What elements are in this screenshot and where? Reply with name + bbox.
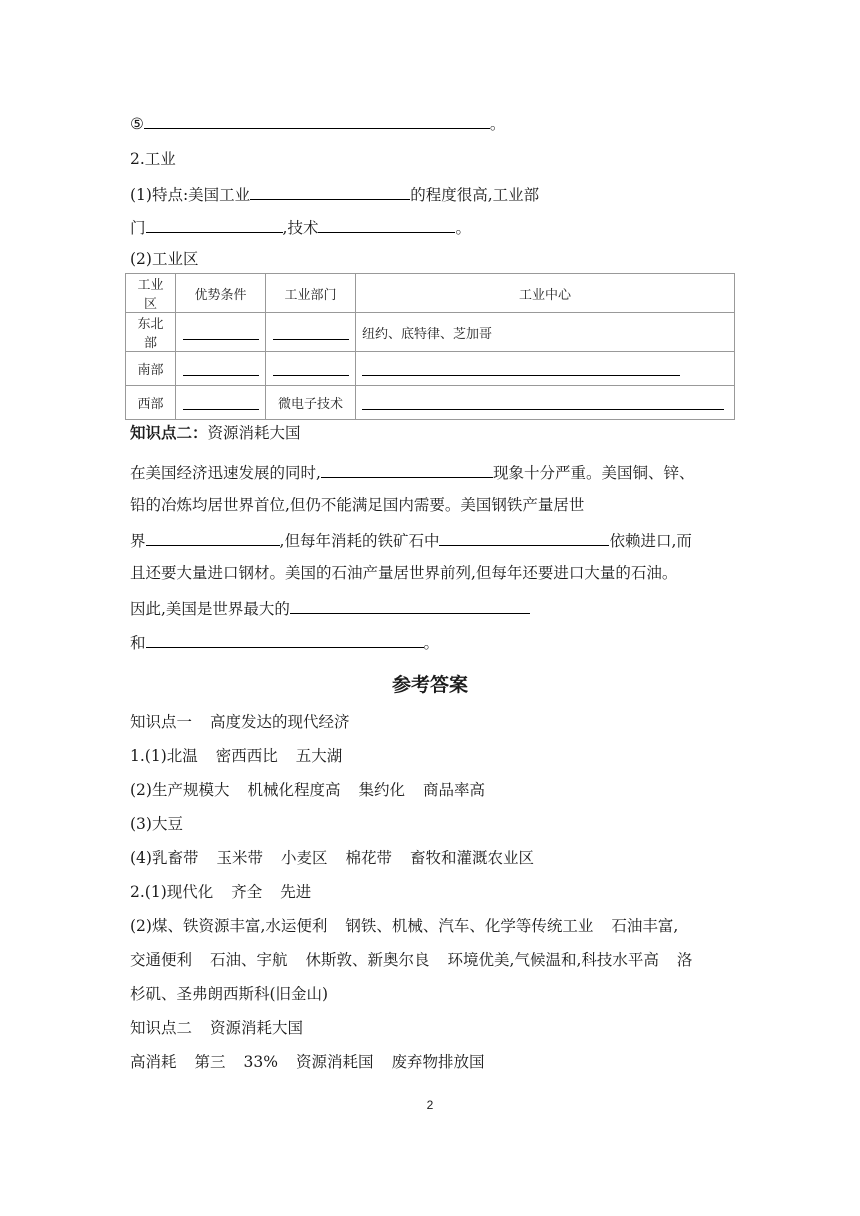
answer-line: [130, 745, 342, 767]
header-cell: 优势条件: [176, 274, 266, 313]
point2-para-line: 且还要大量进口钢材。美国的石油产量居世界前列,但每年还要进口大量的石油。: [130, 564, 678, 582]
point2-heading: [130, 422, 301, 444]
answer-line: [130, 1017, 303, 1039]
text: (1)特点:美国工业: [130, 186, 251, 204]
answer-line: [130, 881, 311, 903]
answer-item: 小麦区: [280, 849, 328, 867]
industry-sector-line: [130, 215, 471, 239]
answer-item: 玉米带: [216, 849, 263, 867]
answer-blank[interactable]: [144, 111, 490, 129]
answer-item: 高消耗: [130, 1053, 177, 1071]
center-cell: [356, 386, 735, 420]
answer-item: 集约化: [358, 781, 405, 799]
text: 和: [130, 634, 146, 652]
text: 在美国经济迅速发展的同时,: [130, 464, 321, 482]
sector-cell: [266, 352, 356, 386]
item-number: ⑤: [130, 115, 144, 133]
answer-item: (2)煤、铁资源丰富,水运便利: [130, 917, 328, 935]
answer-item: (4)乳畜带: [130, 849, 199, 867]
text: ,但每年消耗的铁矿石中: [279, 532, 440, 550]
advantage-cell: [176, 313, 266, 352]
area-cell: 南部: [126, 352, 176, 386]
advantage-cell: [176, 386, 266, 420]
text: 的程度很高,工业部: [410, 186, 540, 204]
answer-line: [130, 983, 328, 1005]
heading-label: 知识点二：: [130, 424, 208, 442]
text: ,技术: [282, 219, 319, 237]
answer-item: 商品率高: [423, 781, 486, 799]
text: 因此,美国是世界最大的: [130, 600, 290, 618]
answer-blank[interactable]: [439, 528, 609, 546]
answer-item: 先进: [280, 883, 312, 901]
header-cell: 工业部门: [266, 274, 356, 313]
answer-blank[interactable]: [318, 215, 455, 233]
text: 。: [423, 634, 440, 652]
answer-blank[interactable]: [250, 182, 410, 200]
text: 界: [130, 532, 146, 550]
answer-item: 杉矶、圣弗朗西斯科(旧金山): [130, 985, 329, 1003]
answer-item: 第三: [194, 1053, 226, 1071]
answer-item: 洛: [676, 951, 693, 969]
answer-blank[interactable]: [146, 630, 424, 648]
answer-item: 高度发达的现代经济: [210, 713, 350, 731]
point2-para-line: [130, 596, 530, 620]
answer-blank[interactable]: [183, 361, 259, 376]
table-row: [126, 352, 735, 386]
advantage-cell: [176, 352, 266, 386]
answer-blank[interactable]: [290, 596, 530, 614]
point2-para-line: [130, 460, 694, 484]
answer-item: 棉花带: [345, 849, 393, 867]
answer-item: 畜牧和灌溉农业区: [410, 849, 535, 867]
answer-item: (2)生产规模大: [130, 781, 230, 799]
answer-line: [130, 779, 485, 801]
text: 。: [455, 219, 471, 237]
answer-blank[interactable]: [183, 395, 259, 410]
industry-heading: 2.工业: [130, 150, 176, 168]
answer-item: 机械化程度高: [247, 781, 341, 799]
point2-para-line: [130, 528, 692, 552]
heading-text: 资源消耗大国: [207, 424, 301, 442]
punctuation: 。: [489, 115, 506, 133]
text: 门: [130, 219, 146, 237]
answer-blank[interactable]: [362, 361, 680, 376]
answer-item: 休斯敦、新奥尔良: [305, 951, 430, 969]
answer-item: 交通便利: [130, 951, 193, 969]
table-header-row: [126, 274, 735, 313]
point2-para-line: 铅的冶炼均居世界首位,但仍不能满足国内需要。美国钢铁产量居世: [130, 496, 585, 514]
answer-blank[interactable]: [273, 361, 349, 376]
answer-item: 资源消耗大国: [210, 1019, 304, 1037]
answer-item: 废弃物排放国: [391, 1053, 485, 1071]
text: 现象十分严重。美国铜、锌、: [492, 464, 695, 482]
answer-item: 资源消耗国: [295, 1053, 374, 1071]
answer-item: 石油丰富,: [611, 917, 679, 935]
answer-line: [130, 949, 692, 971]
table-row: [126, 386, 735, 420]
answer-blank[interactable]: [146, 528, 280, 546]
industry-area-table: [125, 273, 735, 420]
answer-blank[interactable]: [362, 395, 724, 410]
area-cell: 东北部: [126, 313, 176, 352]
answer-item: (3)大豆: [130, 815, 183, 833]
answer-blank[interactable]: [321, 460, 493, 478]
answer-item: 石油、宇航: [210, 951, 288, 969]
answer-item: 2.(1)现代化: [130, 883, 214, 901]
answer-blank[interactable]: [146, 215, 283, 233]
answer-item: 钢铁、机械、汽车、化学等传统工业: [345, 917, 594, 935]
sector-cell: 微电子技术: [266, 386, 356, 420]
header-cell: 工业中心: [356, 274, 735, 313]
center-cell: 纽约、底特律、芝加哥: [356, 313, 735, 352]
answer-item: 33%: [243, 1053, 278, 1071]
industry-feature-line: [130, 182, 539, 206]
answer-item: 五大湖: [295, 747, 343, 765]
text: 依赖进口,而: [609, 532, 692, 550]
table-row: [126, 313, 735, 352]
answer-line: [130, 1051, 485, 1073]
answers-title: 参考答案: [391, 674, 468, 696]
answer-item: 密西西比: [215, 747, 278, 765]
answer-item: 知识点二: [130, 1019, 193, 1037]
industry-areas-heading: (2)工业区: [130, 250, 199, 268]
sector-cell: [266, 313, 356, 352]
page-number: 2: [426, 1098, 434, 1112]
q1-item5-line: [130, 111, 505, 135]
answer-item: 知识点一: [130, 713, 193, 731]
answer-line: [130, 813, 183, 835]
answer-line: [130, 711, 350, 733]
answer-item: 1.(1)北温: [130, 747, 198, 765]
answer-line: [130, 915, 678, 937]
center-cell: [356, 352, 735, 386]
answer-blank[interactable]: [273, 325, 349, 340]
area-cell: 西部: [126, 386, 176, 420]
answer-item: 齐全: [231, 883, 263, 901]
point2-para-line: [130, 630, 439, 654]
answer-blank[interactable]: [183, 325, 259, 340]
answer-item: 环境优美,气候温和,科技水平高: [447, 951, 659, 969]
header-cell: 工业区: [126, 274, 176, 313]
answer-line: [130, 847, 534, 869]
